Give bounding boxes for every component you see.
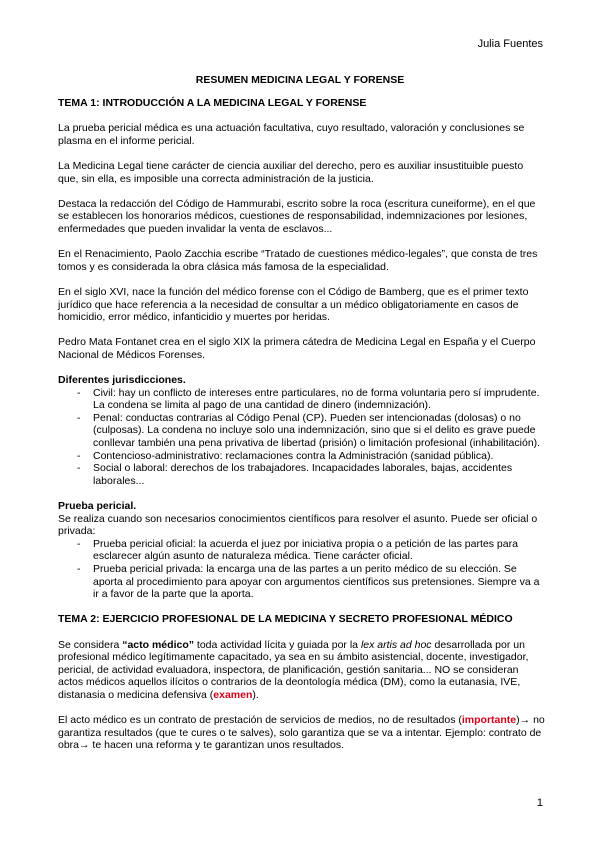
text-run: )→ no garantiza resultados (que te cures o te salves), solo garantiza que se va a intentar. Ejemplo: contrato de obra→ te hacen una reforma y te garantizan unos resultados. xyxy=(58,714,545,752)
acto-medico-term: “acto médico” xyxy=(122,638,194,651)
tema1-heading: TEMA 1: INTRODUCCIÓN A LA MEDICINA LEGAL Y FORENSE xyxy=(58,97,367,109)
list-item: - Prueba pericial oficial: la acuerda el juez por iniciativa propia o a petición de las partes para esclarecer algún asunto de naturaleza médica. Tiene carácter oficial. xyxy=(93,538,546,563)
text-run: desarrollada por un profesional médico legítimamente capacitado, ya sea en su ámbito asistencial, docente, investigador, pericial, de actividad evaluadora, inspectora, de planificación, gestión sanitaria... NO se consideran actos médicos aquellos ilícitos o contrarios de la deontología médica (DM), como la eutanasia, IVE, distanasia o medicina defensiva ( xyxy=(58,638,529,701)
paragraph: Pedro Mata Fontanet crea en el siglo XIX la primera cátedra de Medicina Legal en España y el Cuerpo Nacional de Médicos Forenses. xyxy=(58,336,536,361)
lex-artis-term: lex artis ad hoc xyxy=(360,638,432,651)
list-item: - Prueba pericial privada: la encarga una de las partes a un perito médico de su elección. Se aporta al procedimiento para apoyar con argumentos científicos sus pretensiones. Siempre va a ir a favor de la parte que la aporta. xyxy=(93,563,546,601)
document-body xyxy=(58,97,546,764)
jurisdicciones-list xyxy=(58,387,546,488)
list-item: - Civil: hay un conflicto de intereses entre particulares, no de forma voluntaria pero sí imprudente. La condena se limita al pago de una cantidad de dinero (indemnización). xyxy=(93,387,546,412)
prueba-pericial-intro: Se realiza cuando son necesarios conocimientos científicos para resolver el asunto. Puede ser oficial o privada: xyxy=(58,512,538,538)
jurisdicciones-heading: Diferentes jurisdicciones. xyxy=(58,374,186,387)
paragraph: La Medicina Legal tiene carácter de ciencia auxiliar del derecho, pero es auxiliar insustituible puesto que, sin ella, es imposible una correcta administración de la justicia. xyxy=(58,159,524,185)
paragraph: En el siglo XVI, nace la función del médico forense con el Código de Bamberg, que es el primer texto jurídico que hace referencia a la necesidad de consultar a un médico obligatoriamente en casos de homicidio, error médico, infanticidio y muertes por heridas. xyxy=(58,285,529,324)
text-run: ). xyxy=(252,688,259,701)
examen-highlight: examen xyxy=(213,688,253,701)
list-item: - Social o laboral: derechos de los trabajadores. Incapacidades laborales, bajas, accidentes laborales... xyxy=(93,462,546,487)
document-title: RESUMEN MEDICINA LEGAL Y FORENSE xyxy=(195,74,405,86)
text-run: El acto médico es un contrato de prestación de servicios de medios, no de resultados ( xyxy=(58,714,462,727)
paragraph: Destaca la redacción del Código de Hammurabi, escrito sobre la roca (escritura cuneiforme), en el que se establecen los honorarios médicos, cuestiones de responsabilidad, indemnizaciones por lesiones, enfermedades que pueden invalidar la venta de esclavos... xyxy=(58,197,536,235)
author-name: Julia Fuentes xyxy=(477,38,543,50)
acto-medico-paragraph xyxy=(58,639,546,702)
list-item: - Contencioso-administrativo: reclamaciones contra la Administración (sanidad pública). xyxy=(93,450,546,463)
tema2-heading: TEMA 2: EJERCICIO PROFESIONAL DE LA MEDICINA Y SECRETO PROFESIONAL MÉDICO xyxy=(58,613,513,626)
page-number: 1 xyxy=(536,797,543,809)
prueba-pericial-list xyxy=(58,538,546,601)
importante-highlight: importante xyxy=(461,714,517,727)
paragraph: En el Renacimiento, Paolo Zacchia escribe “Tratado de cuestiones médico-legales”, que consta de tres tomos y es considerada la obra clásica más famosa de la especialidad. xyxy=(58,248,538,273)
list-item: - Penal: conductas contrarias al Código Penal (CP). Pueden ser intencionadas (dolosas) o no (culposas). La condena no incluye solo una indemnización, sino que si el delito es grave puede conllevar también una pena privativa de libertad (prisión) o limitación profesional (inhabilitación). xyxy=(93,412,546,450)
text-run: toda actividad lícita y guiada por la xyxy=(194,638,361,651)
contrato-paragraph xyxy=(58,714,546,752)
prueba-pericial-heading: Prueba pericial. xyxy=(58,500,137,512)
text-run: Se considera xyxy=(58,638,123,651)
paragraph: La prueba pericial médica es una actuación facultativa, cuyo resultado, valoración y conclusiones se plasma en el informe pericial. xyxy=(58,122,525,147)
